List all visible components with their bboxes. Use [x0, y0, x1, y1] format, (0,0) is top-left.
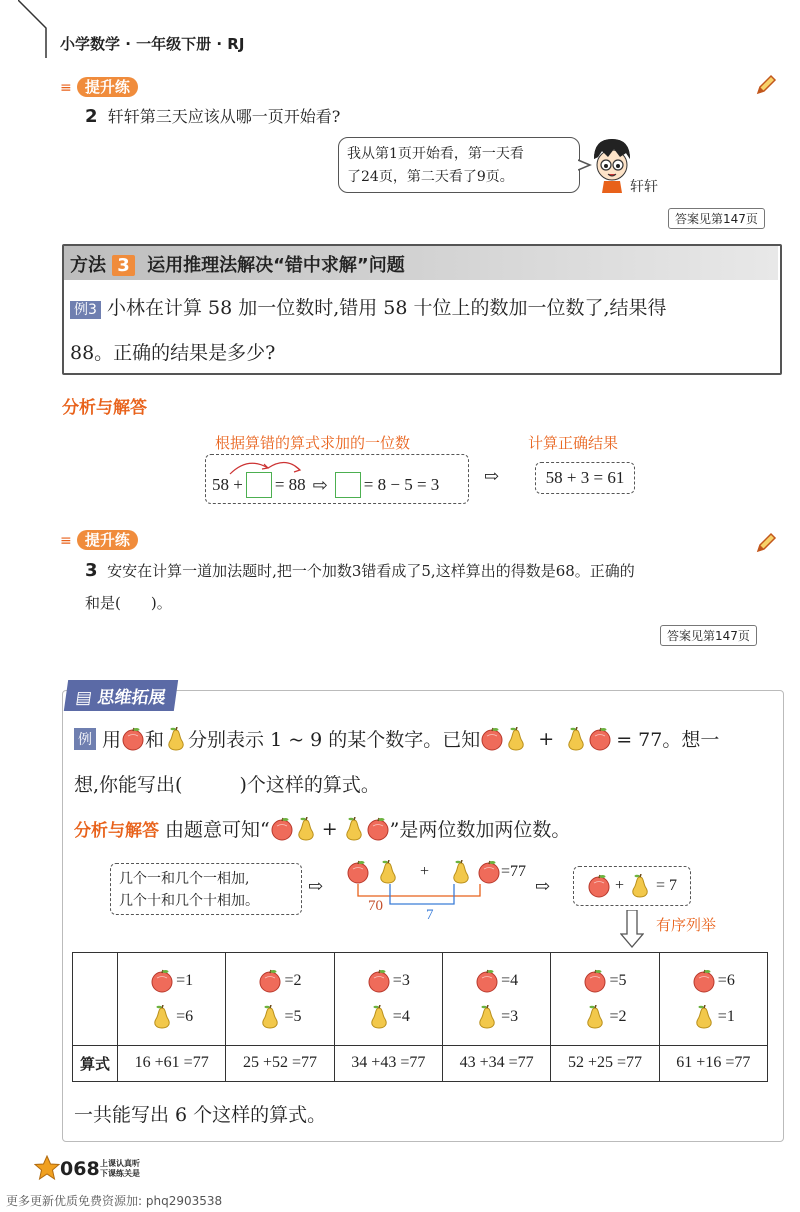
pear-icon — [504, 727, 528, 751]
table-cell: =4 =3 — [442, 953, 550, 1046]
pear-icon — [150, 1005, 174, 1029]
enumeration-table — [72, 952, 768, 1082]
practice2-question — [85, 104, 340, 127]
example-tag: 例 — [74, 728, 96, 750]
boy-avatar-icon — [590, 137, 634, 193]
header-title: 小学数学 · 一年级下册 · RJ — [60, 35, 245, 53]
arrow-right-icon: ⇨ — [308, 876, 324, 897]
example-tag: 例3 — [70, 301, 101, 319]
analysis-label: 分析与解答 — [74, 821, 159, 841]
apple-icon — [121, 727, 145, 751]
list-marker-icon: ≡ — [60, 80, 72, 96]
page-number: 068 — [60, 1158, 100, 1180]
formula-cell: 52 +25 =77 — [551, 1045, 659, 1081]
pear-icon — [367, 1005, 391, 1029]
pear-icon — [564, 727, 588, 751]
method-label: 方法 — [70, 255, 106, 276]
page-corner-line — [18, 0, 58, 60]
step2-box: 58 + 3 = 61 — [535, 462, 635, 494]
practice3-header — [60, 529, 138, 550]
pear-icon — [258, 1005, 282, 1029]
apple-icon — [270, 817, 294, 841]
list-marker-icon: ≡ — [60, 533, 72, 549]
eq1-left: 58 + — [212, 475, 243, 494]
practice3-line2: 和是( )。 — [85, 594, 172, 612]
apple-icon — [150, 969, 174, 993]
pear-icon — [164, 727, 188, 751]
slogan-line-1: 上课认真听 — [100, 1159, 140, 1168]
thinking-line1: 例 用 和 分别表示 1 ~ 9 的某个数字。已知 + = 77。想一 — [74, 725, 719, 752]
apple-icon — [367, 969, 391, 993]
question-text: 轩轩第三天应该从哪一页开始看? — [107, 107, 341, 126]
apple-icon — [366, 817, 390, 841]
apple-icon — [588, 727, 612, 751]
thinking-title — [64, 680, 178, 711]
step2-caption: 计算正确结果 — [528, 434, 619, 452]
example3-line1 — [70, 293, 667, 320]
apple-icon — [583, 969, 607, 993]
practice2-header — [60, 76, 138, 97]
pear-icon — [628, 874, 652, 898]
blank-square — [246, 472, 272, 498]
eq2: = 8 − 5 = 3 — [363, 475, 440, 494]
hint-line-2: 几个十和几个十相加。 — [119, 893, 259, 909]
formula-cell: 43 +34 =77 — [442, 1045, 550, 1081]
table-cell: =1 =6 — [118, 953, 226, 1046]
table-corner-cell — [73, 953, 118, 1046]
step1-equations — [212, 472, 439, 498]
blank-square — [335, 472, 361, 498]
pear-icon — [376, 860, 400, 884]
star-icon — [34, 1155, 60, 1181]
bubble-line-2: 了24页，第二天看了9页。 — [347, 169, 514, 185]
table-cell: =3 =4 — [334, 953, 442, 1046]
step1-caption: 根据算错的算式求加的一位数 — [215, 434, 411, 452]
apple-icon — [477, 860, 501, 884]
method-title — [70, 251, 405, 277]
eq1-right: = 88 — [274, 475, 306, 494]
formula-cell: 61 +16 =77 — [659, 1045, 767, 1081]
question-number: 3 — [85, 560, 98, 581]
hint-box — [110, 863, 302, 915]
thinking-line2: 想,你能写出( )个这样的算式。 — [74, 774, 380, 796]
apple-icon — [346, 860, 370, 884]
pear-icon — [342, 817, 366, 841]
answer-ref-1: 答案见第147页 — [668, 208, 765, 229]
ones-label: 7 — [426, 907, 434, 923]
formula-cell: 34 +43 =77 — [334, 1045, 442, 1081]
arrow-right-icon: ⇨ — [484, 466, 500, 487]
pear-icon — [583, 1005, 607, 1029]
analysis-label: 分析与解答 — [62, 398, 147, 418]
pencil-icon — [754, 531, 778, 555]
speech-bubble — [338, 137, 580, 193]
formula-cell: 25 +52 =77 — [226, 1045, 334, 1081]
apple-icon — [475, 969, 499, 993]
practice-label: 提升练 — [77, 530, 138, 550]
apple-icon — [587, 874, 611, 898]
hint-line-1: 几个一和几个一相加, — [119, 871, 250, 887]
example3-line2: 88。正确的结果是多少? — [70, 342, 276, 364]
pear-icon — [449, 860, 473, 884]
thinking-analysis: 分析与解答 由题意可知“ + ”是两位数加两位数。 — [74, 817, 571, 841]
question-number: 2 — [85, 106, 98, 127]
watermark: 更多更新优质免费资源加: phq2903538 — [6, 1194, 223, 1208]
answer-ref-2: 答案见第147页 — [660, 625, 757, 646]
practice-label: 提升练 — [77, 77, 138, 97]
pear-icon — [692, 1005, 716, 1029]
footer-slogan — [100, 1159, 140, 1179]
fruit-equation-diagram: + =77 — [346, 860, 526, 884]
method-heading: 运用推理法解决“错中求解”问题 — [147, 255, 405, 276]
conclusion: 一共能写出 6 个这样的算式。 — [74, 1104, 327, 1126]
table-cell: =2 =5 — [226, 953, 334, 1046]
question-text: 安安在计算一道加法题时,把一个加数3错看成了5,这样算出的得数是68。正确的 — [107, 562, 635, 580]
practice3-line1 — [85, 560, 635, 581]
simple-equation-box: + = 7 — [573, 866, 691, 906]
pencil-icon — [754, 73, 778, 97]
apple-icon — [692, 969, 716, 993]
arrow-right-icon: ⇨ — [535, 876, 551, 897]
table-cell: =6 =1 — [659, 953, 767, 1046]
tens-label: 70 — [368, 898, 383, 914]
row-header: 算式 — [73, 1045, 118, 1081]
method-number: 3 — [112, 255, 135, 276]
arrow-down-icon — [620, 910, 644, 948]
formula-cell: 16 +61 =77 — [118, 1045, 226, 1081]
pear-icon — [475, 1005, 499, 1029]
bubble-line-1: 我从第1页开始看，第一天看 — [347, 146, 524, 162]
thinking-label: 思维拓展 — [96, 688, 168, 708]
table-cell: =5 =2 — [551, 953, 659, 1046]
pear-icon — [294, 817, 318, 841]
character-name: 轩轩 — [630, 179, 658, 195]
example-text-1: 小林在计算 58 加一位数时,错用 58 十位上的数加一位数了,结果得 — [106, 297, 667, 319]
book-icon: ▤ — [74, 688, 94, 708]
apple-icon — [480, 727, 504, 751]
arrow-right-icon: ⇨ — [312, 474, 328, 495]
apple-icon — [258, 969, 282, 993]
slogan-line-2: 下课练关是 — [100, 1169, 140, 1178]
ordered-label: 有序列举 — [656, 916, 717, 934]
